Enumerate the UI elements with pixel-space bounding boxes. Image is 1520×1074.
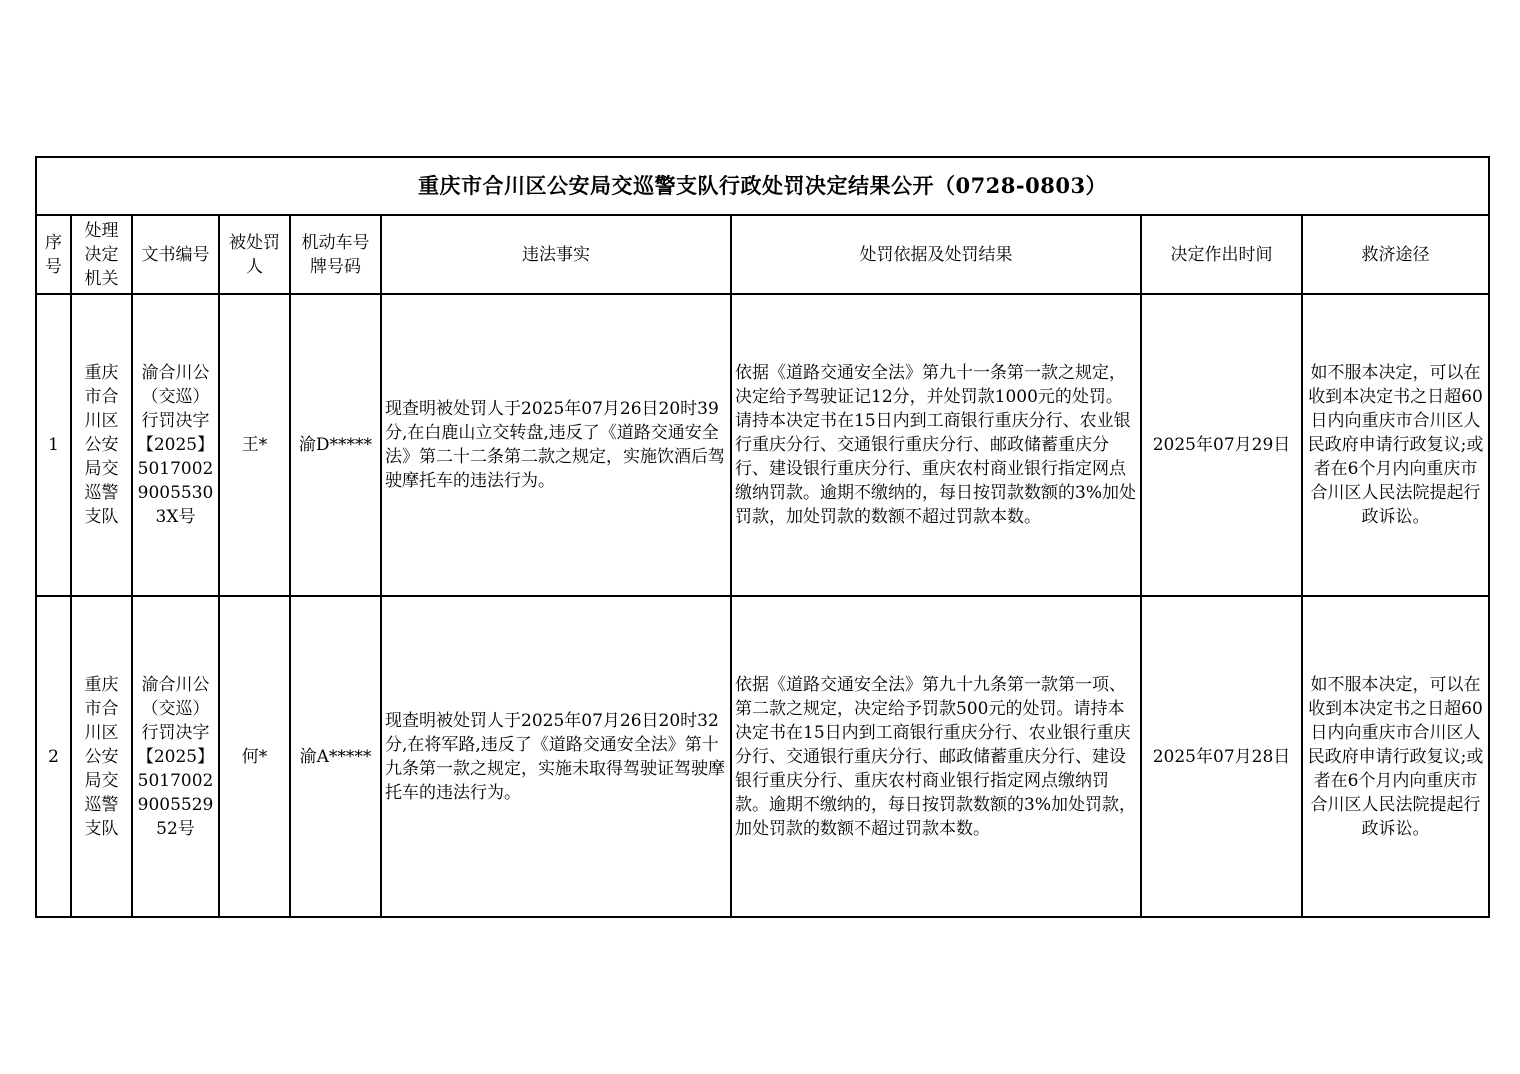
header-remedy: 救济途径 xyxy=(1302,215,1489,294)
penalty-disclosure-sheet xyxy=(35,156,1488,918)
cell-plate: 渝A***** xyxy=(290,596,381,917)
cell-person: 王* xyxy=(219,294,290,596)
cell-date: 2025年07月29日 xyxy=(1141,294,1302,596)
cell-remedy: 如不服本决定，可以在收到本决定书之日超60日内向重庆市合川区人民政府申请行政复议;或者在6个月内向重庆市合川区人民法院提起行政诉讼。 xyxy=(1302,596,1489,917)
cell-index: 2 xyxy=(36,596,71,917)
header-basis: 处罚依据及处罚结果 xyxy=(731,215,1141,294)
cell-date: 2025年07月28日 xyxy=(1141,596,1302,917)
header-row xyxy=(36,215,1489,294)
cell-authority: 重庆市合川区公安局交巡警支队 xyxy=(71,596,132,917)
cell-remedy: 如不服本决定，可以在收到本决定书之日超60日内向重庆市合川区人民政府申请行政复议;或者在6个月内向重庆市合川区人民法院提起行政诉讼。 xyxy=(1302,294,1489,596)
cell-authority: 重庆市合川区公安局交巡警支队 xyxy=(71,294,132,596)
header-facts: 违法事实 xyxy=(381,215,731,294)
cell-facts: 现查明被处罚人于2025年07月26日20时32分,在将军路,违反了《道路交通安全法》第十九条第一款之规定，实施未取得驾驶证驾驶摩托车的违法行为。 xyxy=(381,596,731,917)
table-row xyxy=(36,294,1489,596)
header-index: 序号 xyxy=(36,215,71,294)
table-title: 重庆市合川区公安局交巡警支队行政处罚决定结果公开（0728-0803） xyxy=(36,157,1489,215)
cell-basis: 依据《道路交通安全法》第九十九条第一款第一项、第二款之规定，决定给予罚款500元的处罚。请持本决定书在15日内到工商银行重庆分行、农业银行重庆分行、交通银行重庆分行、邮政储蓄重庆分行、建设银行重庆分行、重庆农村商业银行指定网点缴纳罚款。逾期不缴纳的，每日按罚款数额的3%加处罚款，加处罚款的数额不超过罚款本数。 xyxy=(731,596,1141,917)
cell-plate: 渝D***** xyxy=(290,294,381,596)
cell-basis: 依据《道路交通安全法》第九十一条第一款之规定，决定给予驾驶证记12分，并处罚款1000元的处罚。请持本决定书在15日内到工商银行重庆分行、农业银行重庆分行、交通银行重庆分行、邮政储蓄重庆分行、建设银行重庆分行、重庆农村商业银行指定网点缴纳罚款。逾期不缴纳的，每日按罚款数额的3%加处罚款，加处罚款的数额不超过罚款本数。 xyxy=(731,294,1141,596)
header-plate: 机动车号牌号码 xyxy=(290,215,381,294)
header-date: 决定作出时间 xyxy=(1141,215,1302,294)
cell-doc-no: 渝合川公（交巡）行罚决字【2025】501700290055303X号 xyxy=(132,294,219,596)
cell-index: 1 xyxy=(36,294,71,596)
cell-doc-no: 渝合川公（交巡）行罚决字【2025】5017002900552952号 xyxy=(132,596,219,917)
penalty-table xyxy=(35,156,1490,918)
header-authority: 处理决定机关 xyxy=(71,215,132,294)
header-person: 被处罚人 xyxy=(219,215,290,294)
cell-person: 何* xyxy=(219,596,290,917)
table-row xyxy=(36,596,1489,917)
title-row xyxy=(36,157,1489,215)
header-doc-no: 文书编号 xyxy=(132,215,219,294)
cell-facts: 现查明被处罚人于2025年07月26日20时39分,在白鹿山立交转盘,违反了《道路交通安全法》第二十二条第二款之规定，实施饮酒后驾驶摩托车的违法行为。 xyxy=(381,294,731,596)
